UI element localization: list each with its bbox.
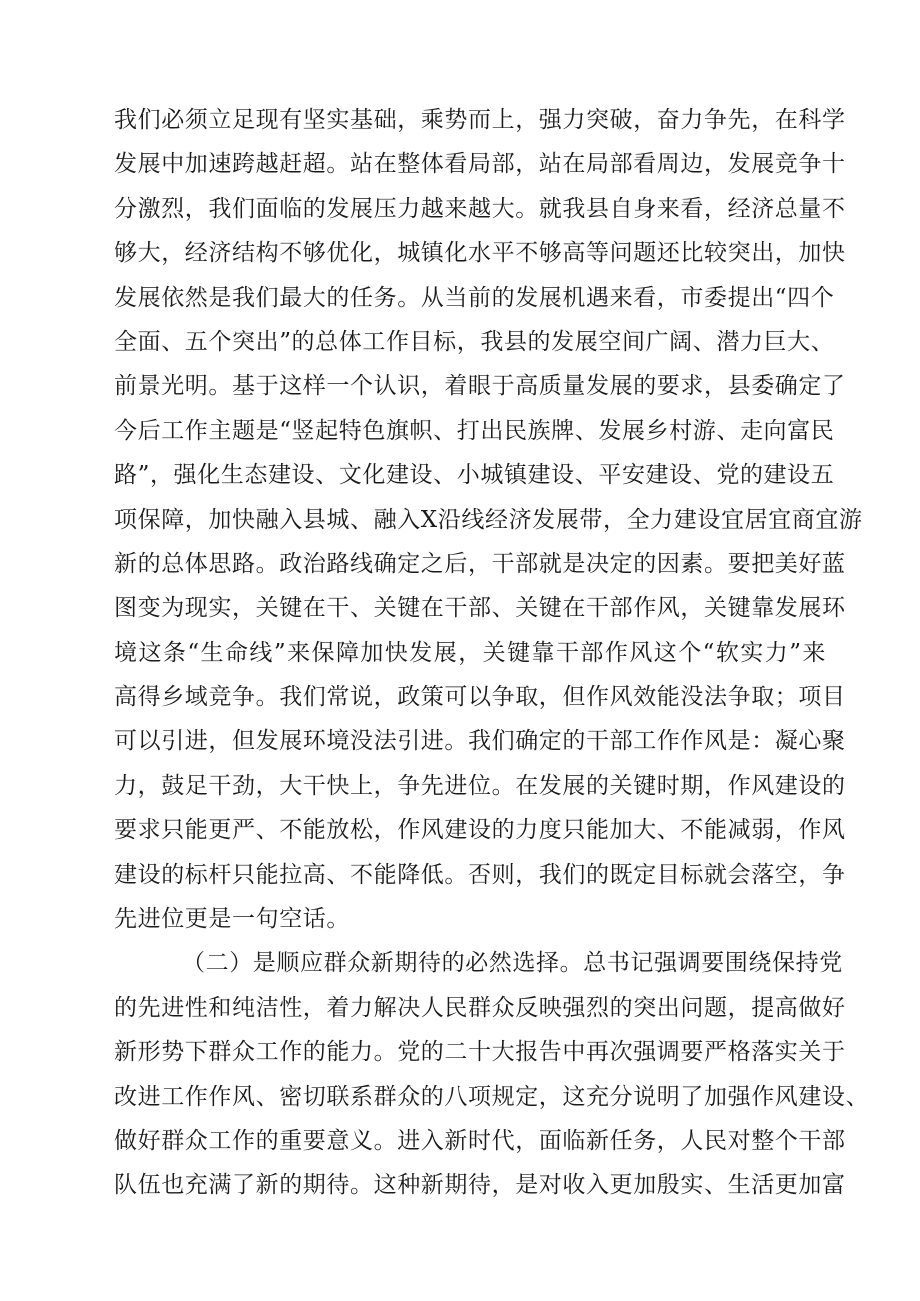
text-line: 先进位更是一句空话。 [114,906,350,933]
paragraph-2 [114,941,870,1207]
text-line: 要求只能更严、不能放松，作风建设的力度只能加大、不能减弱，作风 [114,817,846,844]
text-line: 队伍也充满了新的期待。这种新期待，是对收入更加殷实、生活更加富 [114,1172,846,1199]
text-line: 图变为现实，关键在干、关键在干部、关键在干部作风，关键靠发展环 [114,595,846,622]
text-line: 建设的标杆只能拉高、不能降低。否则，我们的既定目标就会落空，争 [114,861,846,888]
text-line: 全面、五个突出”的总体工作目标，我县的发展空间广阔、潜力巨大、 [114,328,835,355]
text-line: 境这条“生命线”来保障加快发展，关键靠干部作风这个“软实力”来 [114,639,826,666]
text-line: （二）是顺应群众新期待的必然选择。总书记强调要围绕保持党 [182,950,843,977]
text-line: 新的总体思路。政治路线确定之后，干部就是决定的因素。要把美好蓝 [114,550,846,577]
text-line: 的先进性和纯洁性，着力解决人民群众反映强烈的突出问题，提高做好 [114,994,846,1021]
text-line: 发展中加速跨越赶超。站在整体看局部，站在局部看周边，发展竞争十 [114,151,846,178]
text-line: 力，鼓足干劲，大干快上，争先进位。在发展的关键时期，作风建设的 [114,772,846,799]
text-line: 高得乡域竞争。我们常说，政策可以争取，但作风效能没法争取；项目 [114,684,846,711]
text-line: 路”，强化生态建设、文化建设、小城镇建设、平安建设、党的建设五 [114,462,835,489]
text-line: 可以引进，但发展环境没法引进。我们确定的干部工作作风是：凝心聚 [114,728,846,755]
text-line: 前景光明。基于这样一个认识，着眼于高质量发展的要求，县委确定了 [114,373,846,400]
text-line: 够大，经济结构不够优化，城镇化水平不够高等问题还比较突出，加快 [114,240,846,267]
text-line: 新形势下群众工作的能力。党的二十大报告中再次强调要严格落实关于 [114,1039,846,1066]
paragraph-1 [114,98,863,941]
text-line: 今后工作主题是“竖起特色旗帜、打出民族牌、发展乡村游、走向富民 [114,417,835,444]
text-line: 改进工作作风、密切联系群众的八项规定，这充分说明了加强作风建设、 [114,1083,870,1110]
text-line: 我们必须立足现有坚实基础，乘势而上，强力突破，奋力争先，在科学 [114,107,846,133]
body-text [114,98,870,1208]
text-line: 做好群众工作的重要意义。进入新时代，面临新任务，人民对整个干部 [114,1127,846,1154]
text-line: 分激烈，我们面临的发展压力越来越大。就我县自身来看，经济总量不 [114,195,846,222]
text-line: 发展依然是我们最大的任务。从当前的发展机遇来看，市委提出“四个 [114,284,835,311]
text-line: 项保障，加快融入县城、融入X沿线经济发展带，全力建设宜居宜商宜游 [114,506,863,533]
